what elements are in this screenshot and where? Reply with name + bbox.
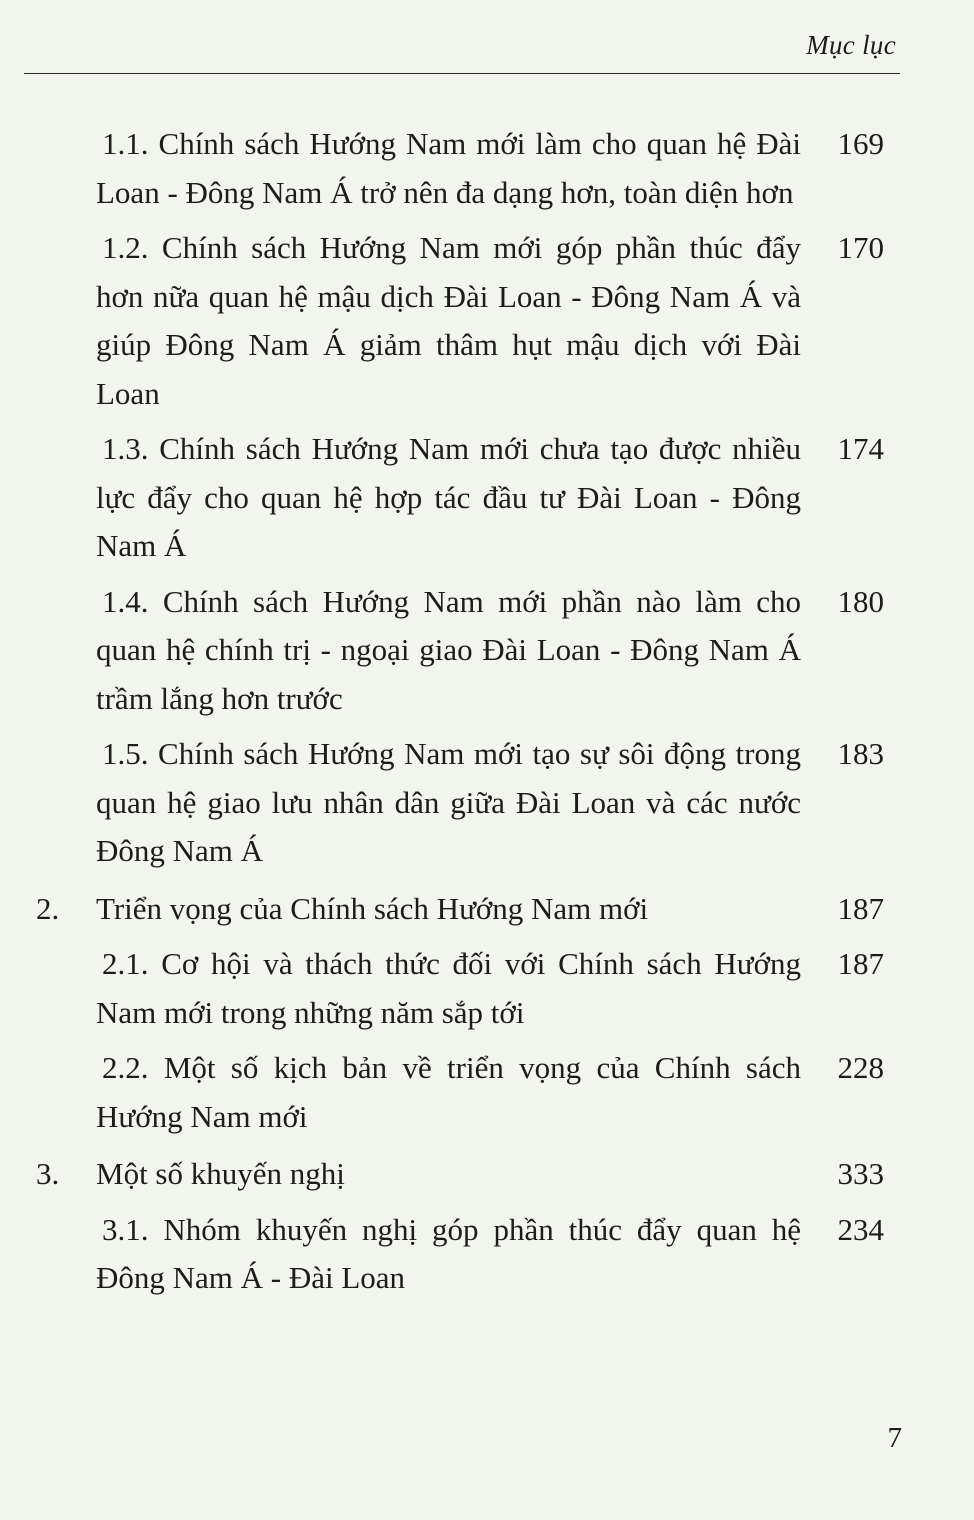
- toc-entry-page: 170: [837, 230, 884, 265]
- toc-entry-1-5[interactable]: [0, 730, 974, 876]
- page-number: 7: [887, 1422, 902, 1454]
- toc-entry-page: 187: [837, 890, 884, 926]
- toc-entry-page: 174: [837, 431, 884, 466]
- toc-entry-2-1[interactable]: [0, 940, 974, 1037]
- toc-entry-page: 187: [837, 946, 884, 981]
- toc-entry-title: 2.2. Một số kịch bản về triển vọng của Chính sách Hướng Nam mới: [96, 1050, 801, 1134]
- toc-entry-1-1[interactable]: [0, 120, 974, 217]
- toc-entry-title: 1.4. Chính sách Hướng Nam mới phần nào làm cho quan hệ chính trị - ngoại giao Đài Loan - Đông Nam Á trầm lắng hơn trước: [96, 583, 801, 716]
- toc-entry-title: 3.1. Nhóm khuyến nghị góp phần thúc đẩy quan hệ Đông Nam Á - Đài Loan: [96, 1211, 801, 1295]
- toc-entry-3[interactable]: [0, 1150, 974, 1199]
- toc-entry-2[interactable]: [0, 885, 974, 934]
- toc-entry-number: 3.: [36, 1156, 60, 1191]
- toc-entry-1-3[interactable]: [0, 425, 974, 571]
- toc-entry-1-4[interactable]: [0, 578, 974, 724]
- toc-entry-page: 183: [837, 736, 884, 771]
- toc-entry-title: 1.1. Chính sách Hướng Nam mới làm cho quan hệ Đài Loan - Đông Nam Á trở nên đa dạng hơn, toàn diện hơn: [96, 126, 801, 210]
- toc-entry-page: 333: [837, 1156, 884, 1191]
- toc-entry-number: 2.: [36, 890, 60, 926]
- toc-entry-title: 1.5. Chính sách Hướng Nam mới tạo sự sôi động trong quan hệ giao lưu nhân dân giữa Đài Loan và các nước Đông Nam Á: [96, 736, 801, 868]
- toc-entry-title: Một số khuyến nghị: [96, 1156, 345, 1191]
- toc-entry-title: 1.2. Chính sách Hướng Nam mới góp phần thúc đẩy hơn nữa quan hệ mậu dịch Đài Loan - Đông Nam Á và giúp Đông Nam Á giảm thâm hụt mậu dịch với Đài Loan: [96, 230, 801, 411]
- toc-entry-page: 169: [837, 126, 884, 161]
- toc-entry-title: 2.1. Cơ hội và thách thức đối với Chính sách Hướng Nam mới trong những năm sắp tới: [96, 946, 801, 1030]
- toc-entry-title: 1.3. Chính sách Hướng Nam mới chưa tạo được nhiều lực đẩy cho quan hệ hợp tác đầu tư Đài Loan - Đông Nam Á: [96, 431, 801, 563]
- toc-entry-2-2[interactable]: [0, 1044, 974, 1141]
- toc-entry-page: 228: [837, 1050, 884, 1085]
- toc-entry-1-2[interactable]: [0, 224, 974, 418]
- toc-entry-page: 234: [837, 1211, 884, 1247]
- toc-entry-page: 180: [837, 583, 884, 619]
- toc-entry-title: Triển vọng của Chính sách Hướng Nam mới: [96, 890, 649, 926]
- toc-entry-3-1[interactable]: [0, 1206, 974, 1303]
- table-of-contents: [0, 120, 974, 1303]
- header-rule: [24, 73, 900, 74]
- running-head: Mục lục: [806, 30, 896, 60]
